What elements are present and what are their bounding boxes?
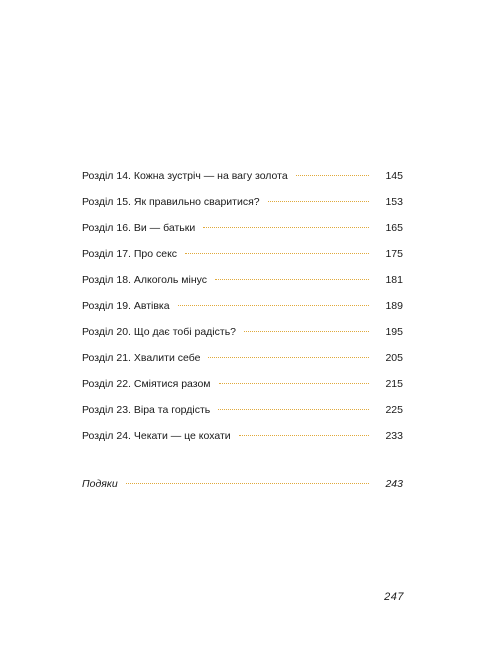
toc-entry-chapter-18[interactable] xyxy=(82,272,403,298)
toc-entry-page: 233 xyxy=(385,430,403,442)
toc-entry-title: Розділ 19. Автівка xyxy=(82,300,170,312)
toc-entry-chapter-15[interactable] xyxy=(82,194,403,220)
toc-entry-page: 145 xyxy=(385,170,403,182)
toc-entry-acknowledgements[interactable] xyxy=(82,476,403,502)
toc-entry-page: 225 xyxy=(385,404,403,416)
toc-entry-page: 153 xyxy=(385,196,403,208)
toc-entry-title: Подяки xyxy=(82,478,118,490)
toc-entry-page: 195 xyxy=(385,326,403,338)
toc-entry-page: 175 xyxy=(385,248,403,260)
toc-entry-chapter-16[interactable] xyxy=(82,220,403,246)
toc-entry-chapter-14[interactable] xyxy=(82,168,403,194)
toc-entry-page: 243 xyxy=(385,478,403,490)
dot-leader xyxy=(239,435,369,436)
dot-leader xyxy=(244,331,369,332)
toc-entry-page: 205 xyxy=(385,352,403,364)
dot-leader xyxy=(126,483,369,484)
dot-leader xyxy=(268,201,369,202)
toc-entry-title: Розділ 15. Як правильно сваритися? xyxy=(82,196,260,208)
toc-entry-title: Розділ 22. Сміятися разом xyxy=(82,378,211,390)
toc-entry-title: Розділ 18. Алкоголь мінус xyxy=(82,274,208,286)
dot-leader xyxy=(185,253,369,254)
dot-leader xyxy=(218,409,369,410)
toc-entry-chapter-19[interactable] xyxy=(82,298,403,324)
toc-entry-title: Розділ 23. Віра та гордість xyxy=(82,404,211,416)
page-number: 247 xyxy=(384,591,404,603)
toc-entry-chapter-22[interactable] xyxy=(82,376,403,402)
toc-entry-chapter-20[interactable] xyxy=(82,324,403,350)
toc-entry-chapter-21[interactable] xyxy=(82,350,403,376)
toc-entry-title: Розділ 16. Ви — батьки xyxy=(82,222,196,234)
dot-leader xyxy=(219,383,369,384)
toc-entry-chapter-23[interactable] xyxy=(82,402,403,428)
dot-leader xyxy=(215,279,369,280)
toc-entry-page: 165 xyxy=(385,222,403,234)
toc-entry-title: Розділ 17. Про секс xyxy=(82,248,178,260)
toc-entry-page: 215 xyxy=(385,378,403,390)
toc-entry-page: 181 xyxy=(385,274,403,286)
toc-entry-title: Розділ 20. Що дає тобі радість? xyxy=(82,326,237,338)
dot-leader xyxy=(296,175,369,176)
toc-entry-title: Розділ 14. Кожна зустріч — на вагу золота xyxy=(82,170,288,182)
toc-entry-title: Розділ 21. Хвалити себе xyxy=(82,352,201,364)
dot-leader xyxy=(178,305,369,306)
toc-entry-title: Розділ 24. Чекати — це кохати xyxy=(82,430,231,442)
toc-entry-chapter-17[interactable] xyxy=(82,246,403,272)
dot-leader xyxy=(203,227,369,228)
table-of-contents xyxy=(82,168,403,502)
toc-entry-page: 189 xyxy=(385,300,403,312)
toc-entry-chapter-24[interactable] xyxy=(82,428,403,454)
dot-leader xyxy=(208,357,369,358)
